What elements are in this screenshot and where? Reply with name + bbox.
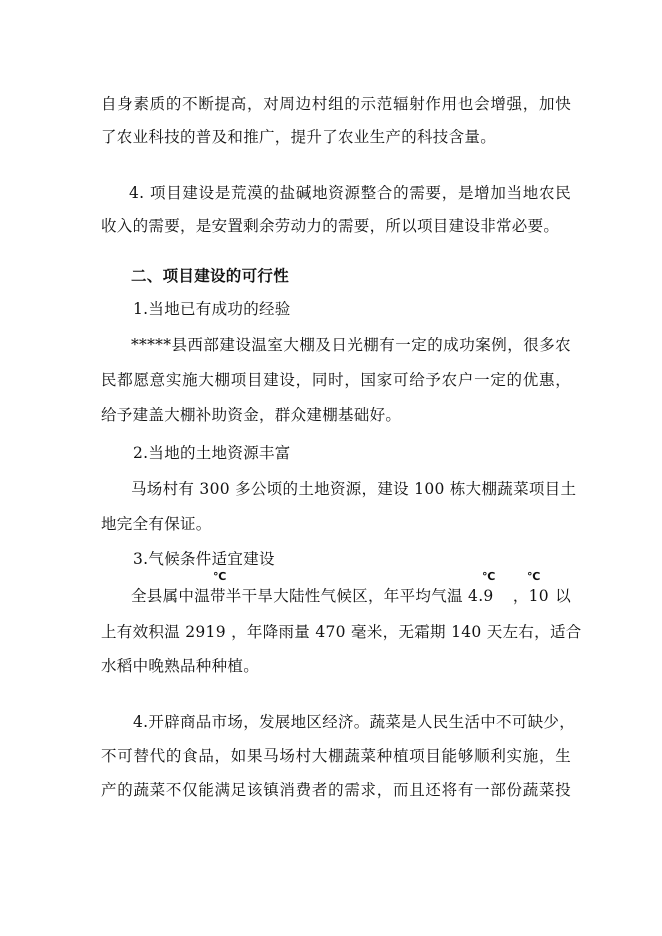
paragraph-line: 收入的需要，是安置剩余劳动力的需要，所以项目建设非常必要。 — [101, 217, 560, 235]
paragraph-line: 不可替代的食品，如果马场村大棚蔬菜种植项目能够顺利实施，生 — [101, 747, 571, 765]
paragraph-line: 给予建盖大棚补助资金，群众建棚基础好。 — [101, 406, 402, 424]
section-heading: 二、项目建设的可行性 — [131, 266, 290, 285]
paragraph-line: 4.开辟商品市场，发展地区经济。蔬菜是人民生活中不可缺少， — [133, 713, 575, 731]
paragraph-line: 马场村有 300 多公顷的土地资源，建设 100 栋大棚蔬菜项目土 — [131, 480, 577, 498]
degree-symbol: ℃ — [482, 570, 496, 583]
paragraph-line: 民都愿意实施大棚项目建设，同时，国家可给予农户一定的优惠， — [101, 371, 571, 389]
paragraph-line — [131, 586, 571, 606]
text-segment: 以 — [555, 587, 571, 605]
paragraph-line: 地完全有保证。 — [101, 515, 212, 533]
text-segment: ，10 — [512, 587, 555, 605]
paragraph-line: 了农业科技的普及和推广，提升了农业生产的科技含量。 — [101, 128, 497, 146]
paragraph-line: 水稻中晚熟品种种植。 — [101, 657, 260, 675]
degree-symbol: ℃ — [213, 570, 227, 583]
paragraph-line: 上有效积温 2919 ，年降雨量 470 毫米，无霜期 140 天左右，适合 — [101, 623, 582, 641]
degree-symbol: ℃ — [527, 570, 541, 583]
subsection-title: 1.当地已有成功的经验 — [133, 300, 291, 318]
paragraph-line: 产的蔬菜不仅能满足该镇消费者的需求，而且还将有一部份蔬菜投 — [101, 781, 571, 799]
paragraph-line: 自身素质的不断提高，对周边村组的示范辐射作用也会增强，加快 — [101, 95, 571, 113]
subsection-title: 2.当地的土地资源丰富 — [133, 444, 291, 462]
paragraph-line: *****县西部建设温室大棚及日光棚有一定的成功案例，很多农 — [131, 336, 571, 354]
paragraph-line: 4. 项目建设是荒漠的盐碱地资源整合的需要，是增加当地农民 — [129, 184, 571, 202]
subsection-title: 3.气候条件适宜建设 — [133, 550, 275, 568]
text-segment: 全县属中温带半干旱大陆性气候区，年平均气温 4.9 — [131, 587, 499, 605]
